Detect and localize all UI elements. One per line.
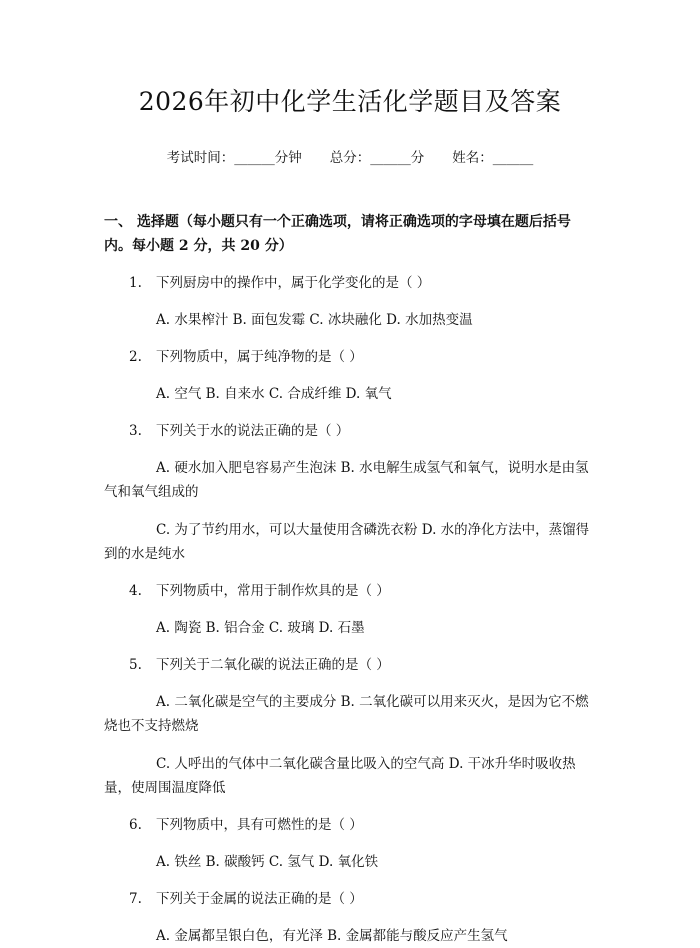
question-stem — [104, 272, 596, 294]
question-text: 下列物质中，属于纯净物的是（ ） — [156, 349, 363, 365]
question-number: 6. — [129, 817, 142, 833]
question-7 — [104, 888, 596, 948]
exam-time-field: 考试时间：______分钟 — [166, 150, 302, 166]
question-options-line: C. 为了节约用水，可以大量使用含磷洗衣粉 D. 水的净化方法中，蒸馏得到的水是纯水 — [104, 522, 590, 562]
question-list — [104, 272, 596, 948]
question-stem — [104, 814, 596, 836]
question-3 — [104, 420, 596, 566]
question-number: 1. — [129, 275, 142, 291]
exam-name-field: 姓名：______ — [452, 150, 534, 166]
question-text: 下列物质中，具有可燃性的是（ ） — [156, 817, 363, 833]
exam-info-row — [104, 146, 596, 166]
question-options-line: A. 水果榨汁 B. 面包发霉 C. 冰块融化 D. 水加热变温 — [156, 312, 473, 328]
question-4 — [104, 580, 596, 640]
question-options-line: A. 硬水加入肥皂容易产生泡沫 B. 水电解生成氢气和氧气，说明水是由氢气和氧气组成的 — [104, 460, 589, 500]
question-text: 下列关于金属的说法正确的是（ ） — [156, 891, 363, 907]
exam-score-field: 总分：______分 — [329, 150, 425, 166]
question-stem — [104, 346, 596, 368]
question-1 — [104, 272, 596, 332]
question-text: 下列关于二氧化碳的说法正确的是（ ） — [156, 657, 390, 673]
question-text: 下列关于水的说法正确的是（ ） — [156, 423, 350, 439]
question-text: 下列厨房中的操作中，属于化学变化的是（ ） — [156, 275, 431, 291]
question-6 — [104, 814, 596, 874]
question-stem — [104, 654, 596, 676]
question-options-line: C. 人呼出的气体中二氧化碳含量比吸入的空气高 D. 干冰升华时吸收热量，使周围温度降低 — [104, 756, 576, 796]
question-options-line: A. 二氧化碳是空气的主要成分 B. 二氧化碳可以用来灭火，是因为它不燃烧也不支持燃烧 — [104, 694, 589, 734]
question-number: 7. — [129, 891, 142, 907]
question-5 — [104, 654, 596, 800]
question-text: 下列物质中，常用于制作炊具的是（ ） — [156, 583, 390, 599]
question-number: 5. — [129, 657, 142, 673]
question-stem — [104, 580, 596, 602]
question-number: 2. — [129, 349, 142, 365]
question-number: 4. — [129, 583, 142, 599]
question-number: 3. — [129, 423, 142, 439]
page-title: 2026年初中化学生活化学题目及答案 — [138, 87, 562, 116]
question-options-line: A. 铁丝 B. 碳酸钙 C. 氢气 D. 氧化铁 — [156, 854, 379, 870]
question-options-line: A. 空气 B. 自来水 C. 合成纤维 D. 氧气 — [156, 386, 392, 402]
question-options-line: A. 陶瓷 B. 铝合金 C. 玻璃 D. 石墨 — [156, 620, 365, 636]
section-heading: 一、 选择题（每小题只有一个正确选项，请将正确选项的字母填在题后括号内。每小题 2 分，共 20 分） — [104, 214, 571, 254]
question-stem — [104, 420, 596, 442]
question-stem — [104, 888, 596, 910]
question-options-line: A. 金属都呈银白色，有光泽 B. 金属都能与酸反应产生氢气 — [156, 928, 508, 944]
question-2 — [104, 346, 596, 406]
